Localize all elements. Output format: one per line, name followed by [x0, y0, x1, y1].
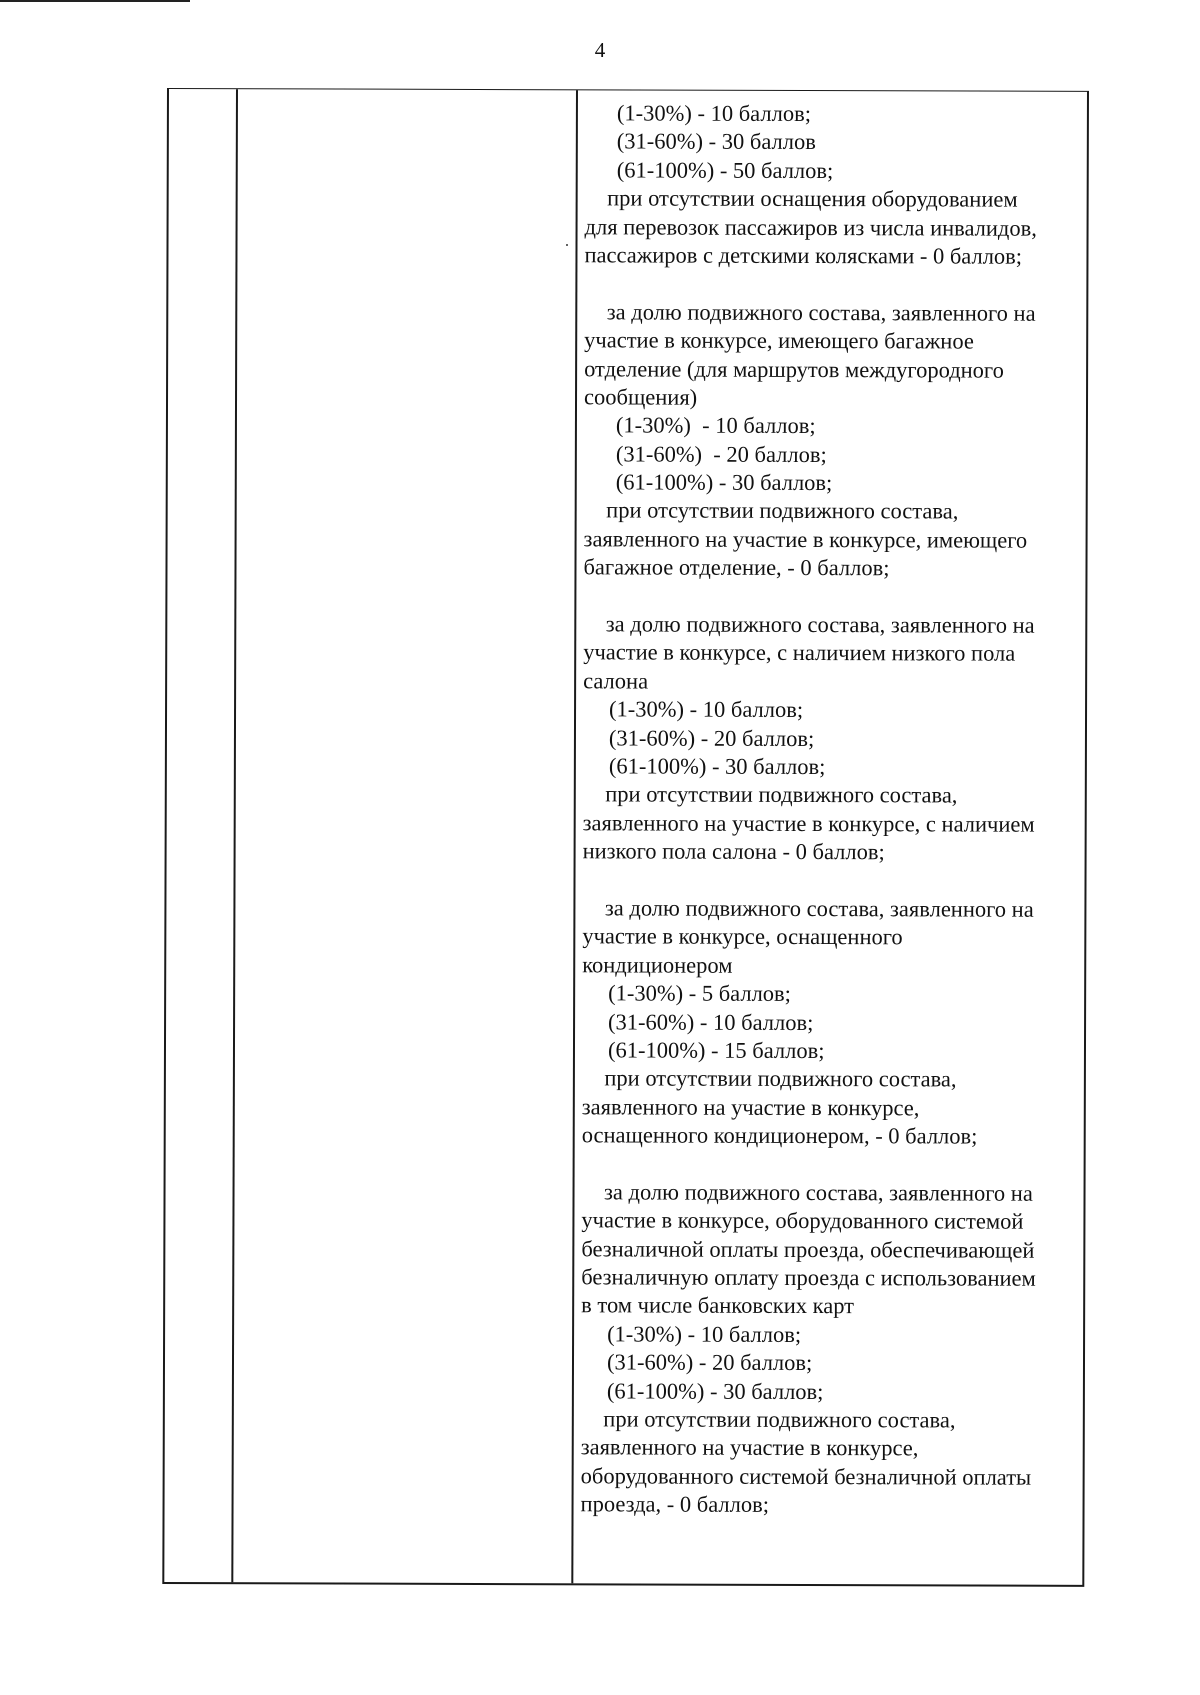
absence-line: заявленного на участие в конкурсе,	[580, 1434, 919, 1461]
absence-line: оборудованного системой безналичной оплаты	[580, 1463, 1032, 1490]
score-line: (1-30%) - 5 баллов;	[608, 980, 792, 1007]
absence-line: низкого пола салона - 0 баллов;	[582, 838, 885, 865]
criterion-heading-line: участие в конкурсе, оборудованного системой	[581, 1207, 1024, 1234]
absence-line: багажное отделение, - 0 баллов;	[583, 554, 890, 581]
block-spacer	[582, 866, 1082, 896]
scan-speck	[566, 244, 568, 246]
criterion-heading-line: участие в конкурсе, оснащенного	[582, 923, 903, 950]
absence-line: заявленного на участие в конкурсе,	[581, 1093, 920, 1121]
corner-rule	[0, 0, 190, 2]
criterion-heading-line: салона	[583, 668, 649, 694]
criterion-heading-line: отделение (для маршрутов междугородного	[584, 355, 1004, 383]
score-line: (31-60%) - 30 баллов	[616, 128, 816, 155]
criterion-heading-line: участие в конкурсе, имеющего багажное	[584, 327, 974, 354]
absence-line: при отсутствии подвижного состава,	[583, 497, 959, 524]
absence-line: пассажиров с детскими колясками - 0 баллов;	[584, 242, 1023, 269]
score-line: (31-60%) - 20 баллов;	[608, 724, 815, 751]
absence-line: при отсутствии подвижного состава,	[582, 781, 958, 808]
score-line: (1-30%) - 10 баллов;	[609, 696, 804, 723]
score-line: (61-100%) - 30 баллов;	[608, 753, 826, 780]
criterion-heading-line: кондиционером	[582, 952, 733, 978]
column-divider-1	[231, 89, 238, 1582]
score-line: (61-100%) - 50 баллов;	[616, 157, 834, 183]
absence-line: для перевозок пассажиров из числа инвалидов,	[584, 213, 1037, 241]
criterion-heading-line: за долю подвижного состава, заявленного на	[583, 611, 1035, 638]
score-line: (1-30%) - 10 баллов;	[616, 100, 812, 127]
score-line: (31-60%) - 20 баллов;	[606, 1349, 813, 1376]
score-line: (61-100%) - 15 баллов;	[607, 1037, 825, 1063]
column-divider-2	[571, 90, 578, 1583]
criterion-heading-line: безналичную оплату проезда с использованием	[581, 1264, 1036, 1291]
criterion-heading-line: за долю подвижного состава, заявленного на	[584, 299, 1036, 326]
page-number: 4	[594, 38, 606, 62]
criteria-table	[162, 88, 1089, 1587]
absence-line: заявленного на участие в конкурсе, с наличием	[582, 810, 1035, 837]
criterion-heading-line: участие в конкурсе, с наличием низкого пола	[583, 639, 1016, 667]
criterion-heading-line: за долю подвижного состава, заявленного на	[581, 1179, 1033, 1206]
criterion-heading-line: за долю подвижного состава, заявленного на	[582, 895, 1034, 922]
score-line: (61-100%) - 30 баллов;	[615, 469, 833, 496]
absence-line: оснащенного кондиционером, - 0 баллов;	[581, 1122, 978, 1149]
criteria-cell	[581, 99, 1085, 1520]
score-line: (31-60%) - 20 баллов;	[615, 441, 827, 467]
absence-line: при отсутствии оснащения оборудованием	[584, 185, 1018, 212]
score-line: (31-60%) - 10 баллов;	[608, 1008, 814, 1035]
score-line: (1-30%) - 10 баллов;	[607, 1321, 802, 1347]
criterion-heading-line: в том числе банковских карт	[581, 1292, 855, 1319]
block-spacer	[584, 270, 1084, 300]
absence-line: заявленного на участие в конкурсе, имеющего	[583, 526, 1028, 553]
absence-line: проезда, - 0 баллов;	[580, 1491, 770, 1518]
absence-line: при отсутствии подвижного состава,	[581, 1065, 957, 1092]
criterion-heading-line: сообщения)	[583, 384, 698, 410]
absence-line: при отсутствии подвижного состава,	[580, 1406, 956, 1433]
score-line: (61-100%) - 30 баллов;	[606, 1377, 824, 1404]
score-line: (1-30%) - 10 баллов;	[615, 412, 816, 439]
criterion-heading-line: безналичной оплаты проезда, обеспечивающей	[581, 1235, 1035, 1263]
block-spacer	[583, 582, 1083, 612]
block-spacer	[582, 1150, 1082, 1180]
